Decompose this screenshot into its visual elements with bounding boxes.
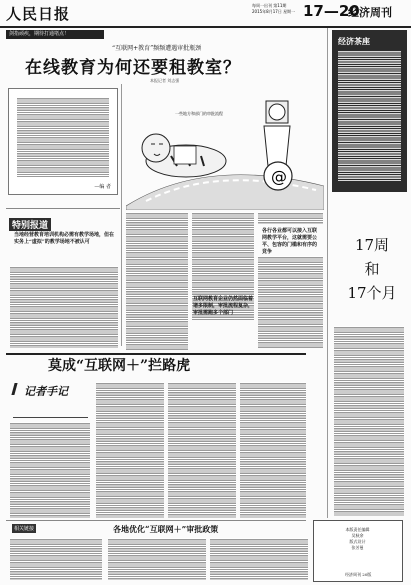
main-headline: 在线教育为何还要租教室？	[25, 58, 241, 78]
sidebar-title: 经济茶座	[338, 36, 370, 46]
subheadline: “互联网+教育”频频遭遇审批瓶颈	[112, 45, 202, 52]
tiger-on-road-icon	[126, 86, 324, 210]
reporter-notes-label	[13, 379, 88, 418]
editor-note-box	[8, 88, 118, 195]
credits-text: 本版责任编辑 吴秋余 版式设计 张芳曼	[345, 527, 370, 550]
section-name: 经济周刊	[348, 6, 392, 19]
issue-date	[252, 3, 295, 15]
page-footer: 经济周刊 20版	[345, 572, 372, 577]
sidebar-text	[338, 50, 401, 182]
issue-line-1: 每周一出刊 第11期	[252, 3, 287, 8]
section-rule	[6, 208, 120, 209]
pull-quote-1: 当地经营教育培训机构必需有教学场地，但在实务上“虚拟”的教学场地不被认可	[14, 232, 115, 245]
byline: 本报记者 刘志强	[150, 78, 180, 83]
column-rule	[121, 84, 122, 346]
page-range: 17—20	[303, 2, 360, 20]
reporter-notes-text: 记者手记	[24, 385, 68, 398]
issue-line-2: 2015年8月17日 星期一	[252, 9, 296, 14]
masthead	[0, 0, 411, 28]
newspaper-logo: 人民日报	[6, 5, 71, 23]
special-report-label: 特别报道	[9, 218, 51, 231]
third-headline: 各地优化“互联网＋”审批政策	[113, 524, 219, 534]
second-headline: 莫成“互联网＋”拦路虎	[48, 358, 191, 374]
editor-sign: —编 者	[94, 184, 111, 190]
bottom-column-2	[108, 538, 206, 580]
reporter-column-1	[10, 422, 90, 518]
highlight-line-2: 和	[364, 260, 380, 278]
reporter-column-2	[96, 382, 164, 518]
article-column-2	[126, 212, 188, 350]
column-rule	[327, 28, 328, 518]
bottom-column-3	[210, 538, 308, 580]
related-link-label: 相关链接	[14, 526, 35, 532]
highlight-figure	[342, 233, 402, 305]
article-column-4	[258, 256, 323, 348]
reporter-column-3	[168, 382, 236, 518]
svg-text:@: @	[271, 167, 287, 186]
section-rule	[6, 520, 306, 521]
highlight-line-1: 17周	[354, 236, 390, 254]
bottom-column-1	[10, 538, 102, 580]
reporter-column-4	[240, 382, 306, 518]
kicker-bar: 剑指顽疾，期待打通堵点！	[6, 30, 104, 39]
right-column-text	[334, 326, 404, 516]
illustration-caption: 一些地方和部门的审批流程	[175, 111, 223, 116]
pull-quote-2: 互联网教育企业仍然面临着诸多限制，审批流程复杂，审批需跑多个部门	[193, 296, 254, 316]
editor-note-text	[17, 97, 109, 177]
article-column-1	[10, 266, 118, 348]
highlight-line-3: 17个月	[347, 284, 397, 302]
pull-quote-3: 各行各业都可以接入互联网教学平台，这就需要公平、包容的门槛和有序的竞争	[262, 228, 318, 255]
article-column-4-top	[258, 212, 323, 224]
